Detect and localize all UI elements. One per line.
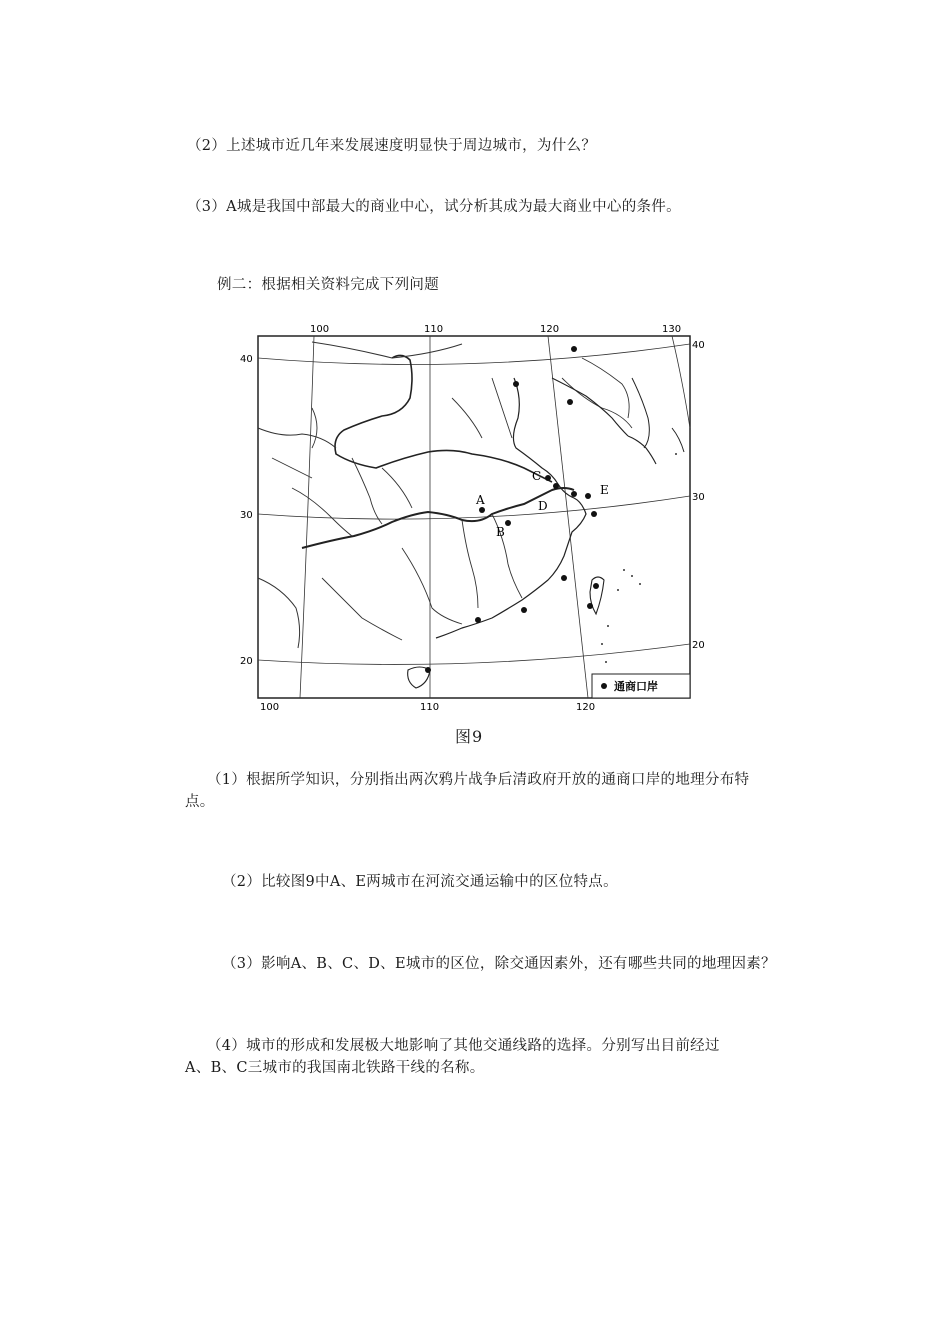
parallel-40 — [258, 344, 690, 364]
lon-label-bottom: 100 — [260, 702, 280, 713]
city-label-b: B — [496, 525, 505, 539]
meridian-120 — [548, 336, 588, 698]
question-2-part2: （2）比较图9中A、E两城市在河流交通运输中的区位特点。 — [222, 874, 618, 890]
parallel-30 — [258, 496, 690, 519]
city-label-e: E — [600, 483, 609, 497]
legend-label: 通商口岸 — [614, 680, 658, 693]
question-4-line2: A、B、C三城市的我国南北铁路干线的名称。 — [185, 1060, 485, 1076]
figure-9-map — [240, 318, 705, 714]
lon-label-bottom: 120 — [576, 702, 596, 713]
city-label-c: C — [532, 469, 542, 483]
lat-label-right: 30 — [692, 492, 705, 503]
question-3-part1: （3）A城是我国中部最大的商业中心，试分析其成为最大商业中心的条件。 — [187, 199, 681, 215]
taiwan-island — [590, 577, 604, 614]
example-2-heading: 例二：根据相关资料完成下列问题 — [217, 277, 439, 293]
lat-label-left: 20 — [240, 656, 253, 667]
lon-label-bottom: 110 — [420, 702, 440, 713]
question-1-line2: 点。 — [185, 794, 215, 810]
meridian-130 — [672, 336, 690, 428]
figure-caption: 图9 — [455, 727, 484, 746]
legend-dot-icon — [601, 683, 607, 689]
lat-label-right: 20 — [692, 640, 705, 651]
lon-label-top: 110 — [424, 324, 444, 335]
lon-label-top: 120 — [540, 324, 560, 335]
lat-label-left: 30 — [240, 510, 253, 521]
question-2-part1: （2）上述城市近几年来发展速度明显快于周边城市，为什么？ — [187, 138, 597, 154]
lat-label-left: 40 — [240, 354, 253, 365]
lat-label-right: 40 — [692, 340, 705, 351]
city-label-a: A — [476, 493, 485, 507]
river-north — [335, 355, 552, 482]
lon-label-top: 130 — [662, 324, 682, 335]
map-svg — [240, 318, 705, 714]
parallel-20 — [258, 644, 690, 664]
question-1-line1: （1）根据所学知识，分别指出两次鸦片战争后清政府开放的通商口岸的地理分布特 — [207, 772, 750, 788]
city-label-d: D — [538, 499, 548, 513]
lon-label-top: 100 — [310, 324, 330, 335]
question-3-part2: （3）影响A、B、C、D、E城市的区位，除交通因素外，还有哪些共同的地理因素？ — [222, 956, 776, 972]
port-markers — [425, 346, 599, 673]
question-4-line1: （4）城市的形成和发展极大地影响了其他交通线路的选择。分别写出目前经过 — [207, 1038, 720, 1054]
